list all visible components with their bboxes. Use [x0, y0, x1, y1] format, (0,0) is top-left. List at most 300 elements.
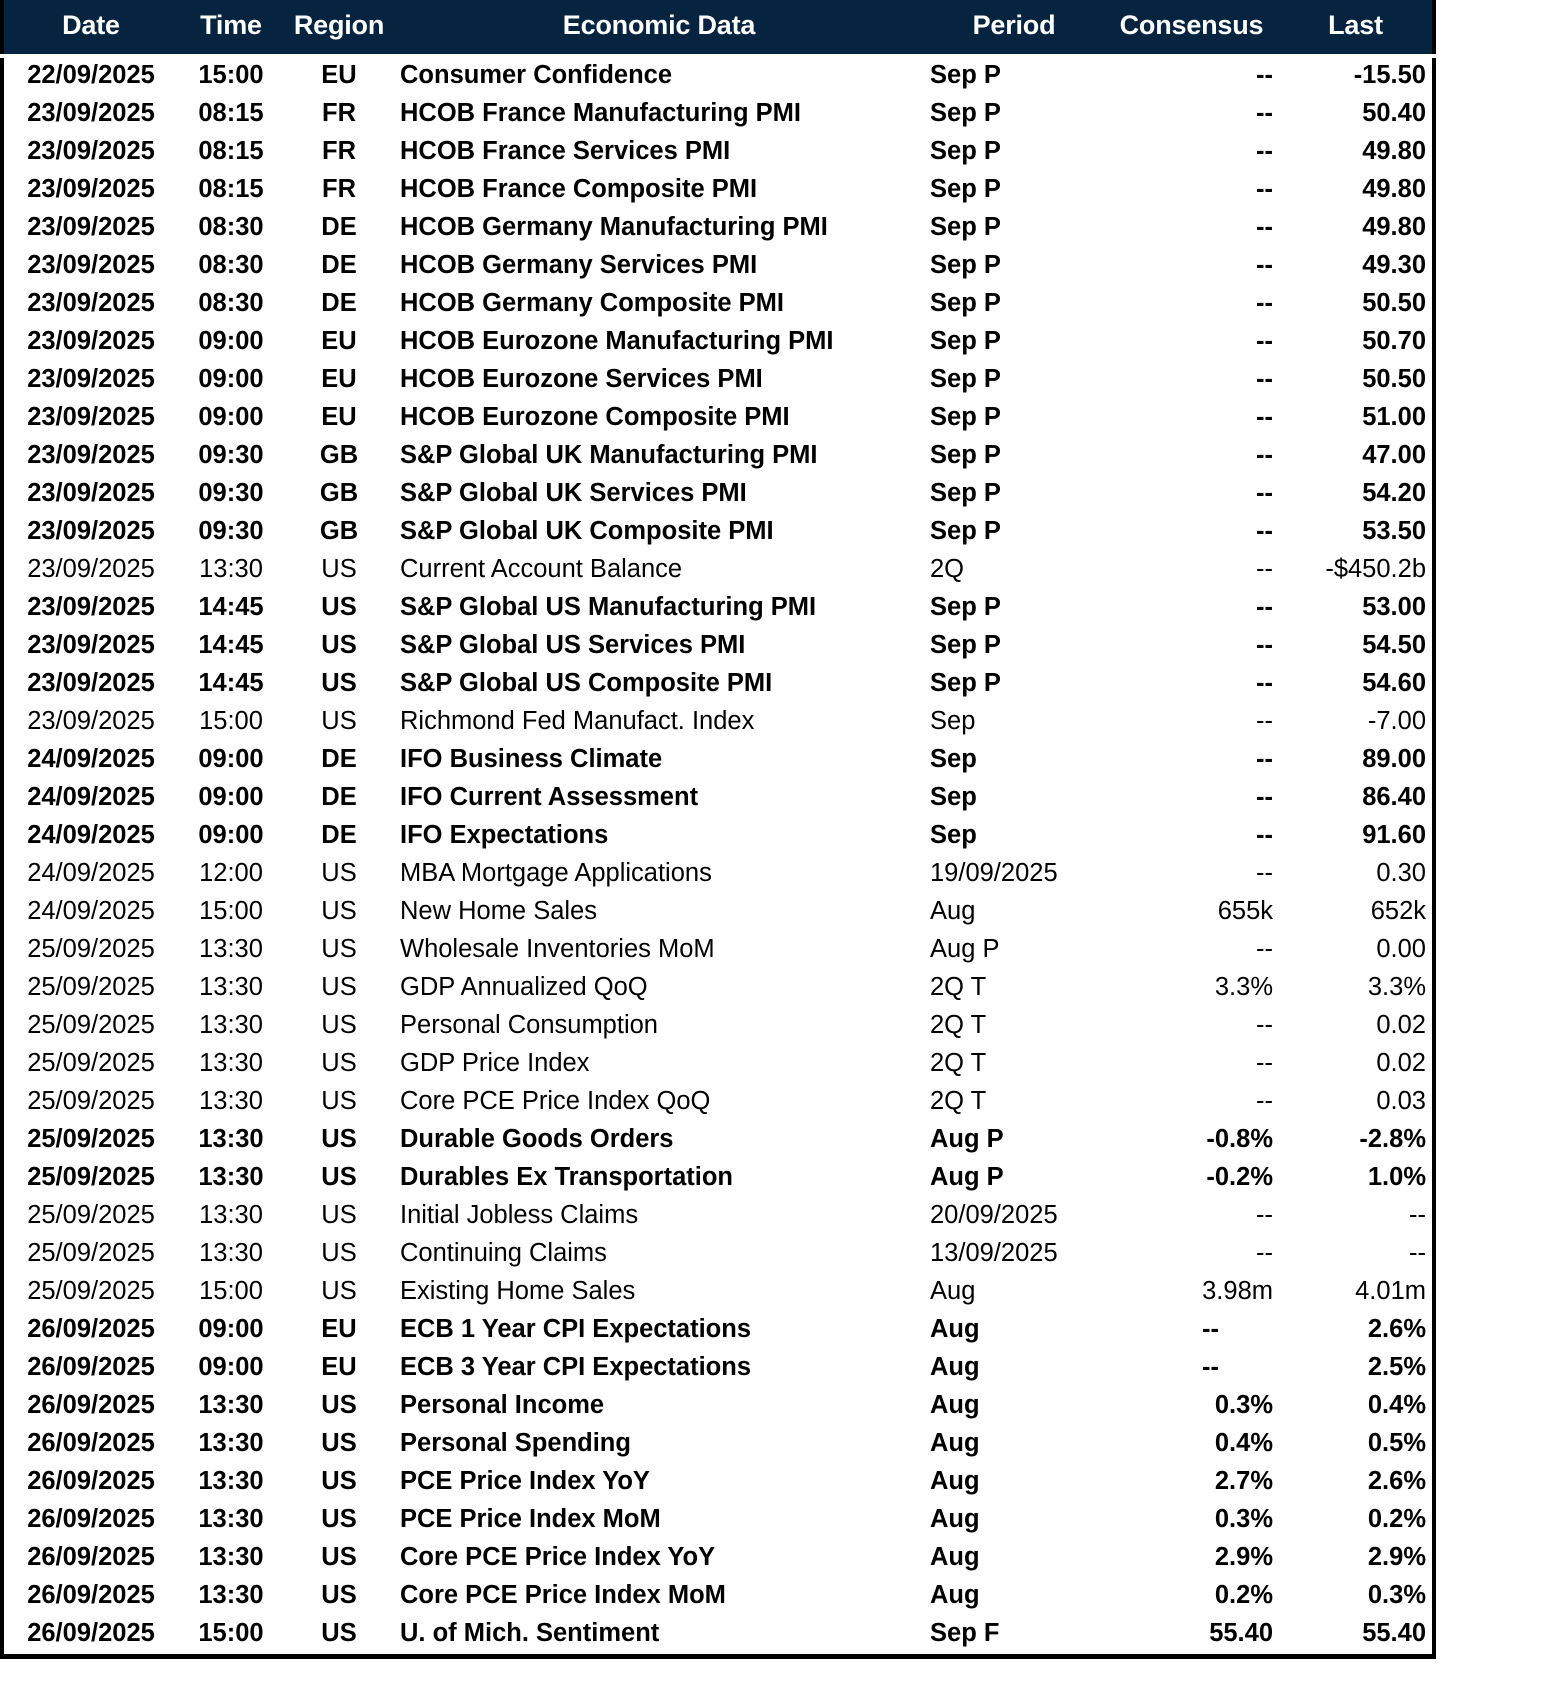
cell-consensus: -- — [1256, 175, 1273, 204]
table-row[interactable] — [2, 1274, 1434, 1312]
cell-consensus: -- — [1256, 669, 1273, 698]
cell-period: Sep P — [930, 631, 1001, 660]
cell-time: 13:30 — [198, 1125, 264, 1154]
column-header-economic-data[interactable]: Economic Data — [394, 0, 924, 56]
cell-date: 23/09/2025 — [27, 137, 155, 166]
cell-consensus: -- — [1256, 707, 1273, 736]
table-row[interactable] — [2, 704, 1434, 742]
cell-economic-data: Existing Home Sales — [400, 1277, 636, 1306]
cell-time: 13:30 — [199, 1011, 263, 1040]
table-row[interactable] — [2, 1312, 1434, 1350]
table-row[interactable] — [2, 210, 1434, 248]
cell-time: 14:45 — [198, 669, 264, 698]
cell-region: EU — [321, 61, 357, 90]
cell-last: 0.3% — [1367, 1581, 1426, 1610]
cell-region: DE — [321, 289, 357, 318]
cell-period: Aug P — [930, 1125, 1004, 1154]
cell-period: Sep P — [930, 99, 1001, 128]
cell-date: 24/09/2025 — [27, 897, 155, 926]
cell-date: 23/09/2025 — [27, 707, 155, 736]
cell-last: 2.9% — [1367, 1543, 1426, 1572]
table-row[interactable] — [2, 1540, 1434, 1578]
column-header-period[interactable]: Period — [924, 0, 1104, 56]
table-row[interactable] — [2, 1464, 1434, 1502]
cell-region: US — [321, 1467, 357, 1496]
cell-consensus: -- — [1256, 99, 1273, 128]
cell-period: Sep P — [930, 61, 1001, 90]
cell-date: 23/09/2025 — [27, 289, 155, 318]
cell-date: 26/09/2025 — [27, 1467, 155, 1496]
cell-consensus: -- — [1256, 783, 1273, 812]
cell-last: 2.6% — [1367, 1467, 1426, 1496]
cell-last: 54.60 — [1362, 669, 1426, 698]
table-row[interactable] — [2, 1122, 1434, 1160]
cell-economic-data: Richmond Fed Manufact. Index — [400, 707, 755, 736]
table-row[interactable] — [2, 1388, 1434, 1426]
cell-period: Sep P — [930, 289, 1001, 318]
cell-last: 53.00 — [1362, 593, 1426, 622]
column-header-region[interactable]: Region — [284, 0, 394, 56]
cell-region: EU — [321, 403, 357, 432]
cell-period: Sep P — [930, 175, 1001, 204]
table-row[interactable] — [2, 324, 1434, 362]
cell-consensus: -- — [1256, 441, 1273, 470]
table-row[interactable] — [2, 514, 1434, 552]
table-row[interactable] — [2, 894, 1434, 932]
cell-economic-data: Core PCE Price Index MoM — [400, 1581, 726, 1610]
cell-date: 26/09/2025 — [27, 1353, 155, 1382]
cell-period: Aug — [930, 1581, 980, 1610]
cell-consensus: -- — [1202, 1353, 1219, 1382]
cell-period: Aug — [930, 1467, 980, 1496]
cell-date: 23/09/2025 — [27, 403, 155, 432]
cell-economic-data: IFO Current Assessment — [400, 783, 699, 812]
cell-economic-data: GDP Annualized QoQ — [400, 973, 648, 1002]
cell-region: EU — [321, 1315, 357, 1344]
table-row[interactable] — [2, 286, 1434, 324]
cell-region: US — [321, 1581, 357, 1610]
cell-region: EU — [321, 365, 357, 394]
cell-consensus: -- — [1256, 365, 1273, 394]
cell-date: 26/09/2025 — [27, 1543, 155, 1572]
cell-consensus: -- — [1202, 1315, 1219, 1344]
cell-last: 53.50 — [1362, 517, 1426, 546]
cell-date: 23/09/2025 — [27, 365, 155, 394]
cell-period: 19/09/2025 — [930, 859, 1058, 888]
cell-date: 24/09/2025 — [27, 783, 155, 812]
cell-region: US — [321, 1201, 357, 1230]
cell-region: US — [321, 897, 357, 926]
cell-consensus: 0.3% — [1214, 1505, 1273, 1534]
cell-time: 13:30 — [198, 1543, 264, 1572]
cell-economic-data: Consumer Confidence — [400, 61, 673, 90]
cell-time: 13:30 — [199, 1049, 263, 1078]
cell-region: FR — [322, 99, 356, 128]
cell-time: 13:30 — [199, 1239, 263, 1268]
cell-time: 09:00 — [198, 745, 264, 774]
cell-economic-data: ECB 1 Year CPI Expectations — [400, 1315, 752, 1344]
cell-time: 15:00 — [199, 707, 263, 736]
cell-last: 49.30 — [1362, 251, 1426, 280]
cell-region: EU — [321, 327, 357, 356]
table-row[interactable] — [2, 172, 1434, 210]
cell-date: 23/09/2025 — [27, 327, 155, 356]
cell-period: Aug — [930, 1429, 980, 1458]
table-row[interactable] — [2, 780, 1434, 818]
cell-time: 14:45 — [198, 631, 264, 660]
cell-time: 09:00 — [198, 365, 264, 394]
cell-last: -$450.2b — [1325, 555, 1426, 584]
cell-period: 20/09/2025 — [930, 1201, 1058, 1230]
cell-time: 08:30 — [198, 251, 264, 280]
cell-time: 09:30 — [198, 441, 264, 470]
cell-economic-data: Core PCE Price Index QoQ — [400, 1087, 711, 1116]
cell-consensus: -- — [1256, 555, 1273, 584]
cell-date: 23/09/2025 — [27, 479, 155, 508]
table-row[interactable] — [2, 476, 1434, 514]
cell-time: 15:00 — [198, 1619, 264, 1648]
cell-region: DE — [321, 783, 357, 812]
cell-consensus: 3.98m — [1202, 1277, 1273, 1306]
table-row[interactable] — [2, 628, 1434, 666]
cell-last: 50.70 — [1362, 327, 1426, 356]
cell-time: 08:15 — [198, 99, 264, 128]
table-row[interactable] — [2, 1502, 1434, 1540]
cell-region: DE — [321, 213, 357, 242]
cell-consensus: -- — [1256, 517, 1273, 546]
cell-time: 13:30 — [199, 973, 263, 1002]
cell-consensus: -- — [1256, 1049, 1273, 1078]
cell-date: 25/09/2025 — [27, 1087, 155, 1116]
cell-region: US — [321, 1429, 357, 1458]
cell-economic-data: Continuing Claims — [400, 1239, 607, 1268]
cell-consensus: -- — [1256, 213, 1273, 242]
table-row[interactable] — [2, 400, 1434, 438]
cell-date: 25/09/2025 — [27, 1011, 155, 1040]
table-row[interactable] — [2, 1046, 1434, 1084]
cell-time: 15:00 — [198, 61, 264, 90]
cell-last: 86.40 — [1362, 783, 1426, 812]
cell-last: 91.60 — [1362, 821, 1426, 850]
table-row[interactable] — [2, 552, 1434, 590]
cell-time: 14:45 — [198, 593, 264, 622]
cell-last: 49.80 — [1362, 213, 1426, 242]
cell-time: 13:30 — [199, 935, 263, 964]
cell-economic-data: HCOB Germany Manufacturing PMI — [400, 213, 828, 242]
cell-economic-data: Personal Spending — [400, 1429, 631, 1458]
cell-economic-data: New Home Sales — [400, 897, 597, 926]
cell-time: 09:30 — [198, 479, 264, 508]
cell-period: Sep — [930, 707, 976, 736]
cell-region: US — [321, 1277, 357, 1306]
cell-last: 0.02 — [1376, 1049, 1426, 1078]
table-row[interactable] — [2, 742, 1434, 780]
cell-region: US — [321, 1391, 357, 1420]
cell-period: Sep P — [930, 669, 1001, 698]
cell-region: US — [321, 1505, 357, 1534]
cell-consensus: 0.3% — [1214, 1391, 1273, 1420]
table-row[interactable] — [2, 96, 1434, 134]
cell-consensus: -- — [1256, 137, 1273, 166]
cell-economic-data: HCOB Eurozone Manufacturing PMI — [400, 327, 834, 356]
cell-date: 23/09/2025 — [27, 555, 155, 584]
cell-economic-data: PCE Price Index MoM — [400, 1505, 661, 1534]
cell-economic-data: S&P Global UK Manufacturing PMI — [400, 441, 818, 470]
cell-economic-data: MBA Mortgage Applications — [400, 859, 712, 888]
cell-period: Sep — [930, 783, 977, 812]
cell-last: 2.5% — [1367, 1353, 1426, 1382]
cell-region: DE — [321, 745, 357, 774]
cell-period: Aug — [930, 1315, 980, 1344]
cell-consensus: 655k — [1217, 897, 1273, 926]
cell-last: 0.5% — [1367, 1429, 1426, 1458]
cell-date: 24/09/2025 — [27, 745, 155, 774]
table-row[interactable] — [2, 932, 1434, 970]
table-row[interactable] — [2, 970, 1434, 1008]
table-row[interactable] — [2, 248, 1434, 286]
table-row[interactable] — [2, 1160, 1434, 1198]
cell-region: US — [321, 669, 357, 698]
cell-period: Sep P — [930, 517, 1001, 546]
cell-last: -15.50 — [1353, 61, 1426, 90]
cell-consensus: 0.2% — [1214, 1581, 1273, 1610]
cell-date: 24/09/2025 — [27, 821, 155, 850]
cell-consensus: -- — [1256, 821, 1273, 850]
cell-date: 25/09/2025 — [27, 1201, 155, 1230]
cell-date: 23/09/2025 — [27, 251, 155, 280]
cell-economic-data: ECB 3 Year CPI Expectations — [400, 1353, 752, 1382]
cell-last: -7.00 — [1367, 707, 1426, 736]
cell-consensus: -- — [1256, 1087, 1273, 1116]
cell-time: 13:30 — [199, 1201, 263, 1230]
cell-period: Aug — [930, 1353, 980, 1382]
cell-consensus: -- — [1256, 745, 1273, 774]
cell-economic-data: HCOB Germany Services PMI — [400, 251, 758, 280]
cell-date: 23/09/2025 — [27, 441, 155, 470]
cell-time: 08:15 — [198, 175, 264, 204]
cell-consensus: -- — [1256, 859, 1273, 888]
cell-economic-data: S&P Global US Manufacturing PMI — [400, 593, 817, 622]
table-row[interactable] — [2, 1350, 1434, 1388]
cell-period: Aug — [930, 1543, 980, 1572]
cell-date: 23/09/2025 — [27, 631, 155, 660]
cell-economic-data: Durable Goods Orders — [400, 1125, 674, 1154]
cell-economic-data: HCOB France Manufacturing PMI — [400, 99, 801, 128]
cell-last: 54.20 — [1362, 479, 1426, 508]
table-header — [2, 0, 1434, 56]
cell-date: 26/09/2025 — [27, 1391, 155, 1420]
cell-last: 49.80 — [1362, 175, 1426, 204]
table-row[interactable] — [2, 134, 1434, 172]
cell-economic-data: S&P Global US Services PMI — [400, 631, 746, 660]
cell-economic-data: Core PCE Price Index YoY — [400, 1543, 716, 1572]
cell-last: 50.40 — [1362, 99, 1426, 128]
cell-last: 50.50 — [1362, 365, 1426, 394]
cell-period: 2Q — [930, 555, 965, 584]
header-row — [2, 0, 1434, 56]
cell-economic-data: Personal Consumption — [400, 1011, 658, 1040]
cell-date: 23/09/2025 — [27, 669, 155, 698]
cell-date: 25/09/2025 — [27, 1049, 155, 1078]
cell-region: US — [321, 631, 357, 660]
cell-time: 09:00 — [198, 1315, 264, 1344]
cell-date: 25/09/2025 — [27, 935, 155, 964]
cell-period: Sep F — [930, 1619, 1000, 1648]
cell-region: US — [321, 1543, 357, 1572]
cell-economic-data: HCOB France Services PMI — [400, 137, 731, 166]
table-row[interactable] — [2, 1616, 1434, 1657]
cell-time: 13:30 — [198, 1581, 264, 1610]
cell-date: 23/09/2025 — [27, 99, 155, 128]
table-row[interactable] — [2, 666, 1434, 704]
cell-region: US — [321, 1619, 357, 1648]
cell-consensus: -- — [1256, 61, 1273, 90]
table-row[interactable] — [2, 362, 1434, 400]
cell-region: US — [321, 1011, 357, 1040]
cell-period: Aug — [930, 897, 976, 926]
cell-period: Aug — [930, 1277, 976, 1306]
cell-consensus: -- — [1256, 251, 1273, 280]
cell-date: 23/09/2025 — [27, 593, 155, 622]
table-row[interactable] — [2, 1198, 1434, 1236]
cell-economic-data: HCOB France Composite PMI — [400, 175, 758, 204]
cell-economic-data: S&P Global UK Services PMI — [400, 479, 747, 508]
column-header-consensus[interactable]: Consensus — [1104, 0, 1279, 56]
cell-time: 13:30 — [198, 1391, 264, 1420]
cell-consensus: 2.7% — [1214, 1467, 1273, 1496]
cell-economic-data: HCOB Eurozone Services PMI — [400, 365, 763, 394]
cell-period: Sep — [930, 745, 977, 774]
cell-date: 22/09/2025 — [27, 61, 155, 90]
cell-last: 47.00 — [1362, 441, 1426, 470]
table-row[interactable] — [2, 1084, 1434, 1122]
cell-date: 26/09/2025 — [27, 1505, 155, 1534]
cell-date: 25/09/2025 — [27, 1163, 155, 1192]
cell-last: 0.4% — [1367, 1391, 1426, 1420]
cell-period: Sep P — [930, 441, 1001, 470]
cell-region: GB — [319, 479, 359, 508]
cell-date: 26/09/2025 — [27, 1619, 155, 1648]
cell-date: 23/09/2025 — [27, 517, 155, 546]
column-header-date[interactable]: Date — [2, 0, 178, 56]
cell-region: FR — [322, 175, 356, 204]
cell-period: Sep P — [930, 479, 1001, 508]
cell-region: US — [321, 935, 357, 964]
cell-economic-data: Wholesale Inventories MoM — [400, 935, 715, 964]
cell-last: 3.3% — [1367, 973, 1426, 1002]
cell-region: US — [321, 1239, 357, 1268]
cell-consensus: -- — [1256, 631, 1273, 660]
cell-period: Sep P — [930, 213, 1001, 242]
cell-date: 25/09/2025 — [27, 1277, 155, 1306]
cell-period: Aug P — [930, 1163, 1004, 1192]
cell-region: FR — [322, 137, 356, 166]
cell-economic-data: IFO Expectations — [400, 821, 609, 850]
cell-region: GB — [319, 441, 359, 470]
cell-economic-data: S&P Global US Composite PMI — [400, 669, 773, 698]
table-row[interactable] — [2, 438, 1434, 476]
cell-economic-data: Current Account Balance — [400, 555, 683, 584]
cell-time: 08:30 — [198, 289, 264, 318]
cell-region: US — [321, 593, 357, 622]
cell-last: 54.50 — [1362, 631, 1426, 660]
column-header-time[interactable]: Time — [178, 0, 284, 56]
cell-last: 1.0% — [1367, 1163, 1426, 1192]
cell-time: 13:30 — [198, 1429, 264, 1458]
cell-period: Sep P — [930, 365, 1001, 394]
cell-region: DE — [321, 821, 357, 850]
cell-economic-data: GDP Price Index — [400, 1049, 590, 1078]
cell-period: Sep P — [930, 593, 1001, 622]
cell-region: DE — [321, 251, 357, 280]
cell-consensus: 55.40 — [1209, 1619, 1273, 1648]
table-row[interactable] — [2, 1008, 1434, 1046]
cell-period: Sep P — [930, 251, 1001, 280]
cell-region: US — [321, 707, 357, 736]
cell-time: 12:00 — [199, 859, 263, 888]
cell-last: 2.6% — [1367, 1315, 1426, 1344]
cell-last: 51.00 — [1362, 403, 1426, 432]
cell-time: 09:00 — [198, 327, 264, 356]
cell-consensus: -- — [1256, 479, 1273, 508]
table-row[interactable] — [2, 1426, 1434, 1464]
column-header-last[interactable]: Last — [1279, 0, 1434, 56]
cell-period: Sep P — [930, 403, 1001, 432]
cell-economic-data: U. of Mich. Sentiment — [400, 1619, 660, 1648]
cell-region: US — [321, 973, 357, 1002]
cell-economic-data: PCE Price Index YoY — [400, 1467, 650, 1496]
table-row[interactable] — [2, 590, 1434, 628]
cell-date: 25/09/2025 — [27, 1125, 155, 1154]
cell-last: 89.00 — [1362, 745, 1426, 774]
cell-date: 23/09/2025 — [27, 175, 155, 204]
cell-time: 13:30 — [199, 555, 263, 584]
cell-region: US — [321, 1049, 357, 1078]
table-row[interactable] — [2, 856, 1434, 894]
table-row[interactable] — [2, 56, 1434, 96]
cell-consensus: -- — [1256, 403, 1273, 432]
cell-consensus: -- — [1256, 289, 1273, 318]
cell-region: US — [321, 1125, 357, 1154]
cell-date: 26/09/2025 — [27, 1429, 155, 1458]
cell-last: 0.00 — [1376, 935, 1426, 964]
cell-time: 08:30 — [198, 213, 264, 242]
cell-economic-data: IFO Business Climate — [400, 745, 663, 774]
cell-consensus: 2.9% — [1214, 1543, 1273, 1572]
cell-period: Aug — [930, 1391, 980, 1420]
cell-period: 2Q T — [930, 1011, 987, 1040]
cell-time: 13:30 — [198, 1467, 264, 1496]
cell-period: 2Q T — [930, 1049, 987, 1078]
cell-consensus: -- — [1256, 327, 1273, 356]
table-row[interactable] — [2, 1236, 1434, 1274]
cell-last: 0.30 — [1376, 859, 1426, 888]
cell-consensus: -- — [1256, 1239, 1273, 1268]
cell-last: 0.2% — [1367, 1505, 1426, 1534]
cell-consensus: -- — [1256, 1011, 1273, 1040]
cell-consensus: 3.3% — [1214, 973, 1273, 1002]
cell-last: 652k — [1370, 897, 1426, 926]
cell-last: -- — [1409, 1239, 1426, 1268]
table-row[interactable] — [2, 818, 1434, 856]
cell-region: US — [321, 1087, 357, 1116]
cell-economic-data: S&P Global UK Composite PMI — [400, 517, 774, 546]
cell-date: 23/09/2025 — [27, 213, 155, 242]
cell-period: Sep P — [930, 327, 1001, 356]
table-row[interactable] — [2, 1578, 1434, 1616]
cell-last: 50.50 — [1362, 289, 1426, 318]
cell-time: 15:00 — [199, 1277, 263, 1306]
